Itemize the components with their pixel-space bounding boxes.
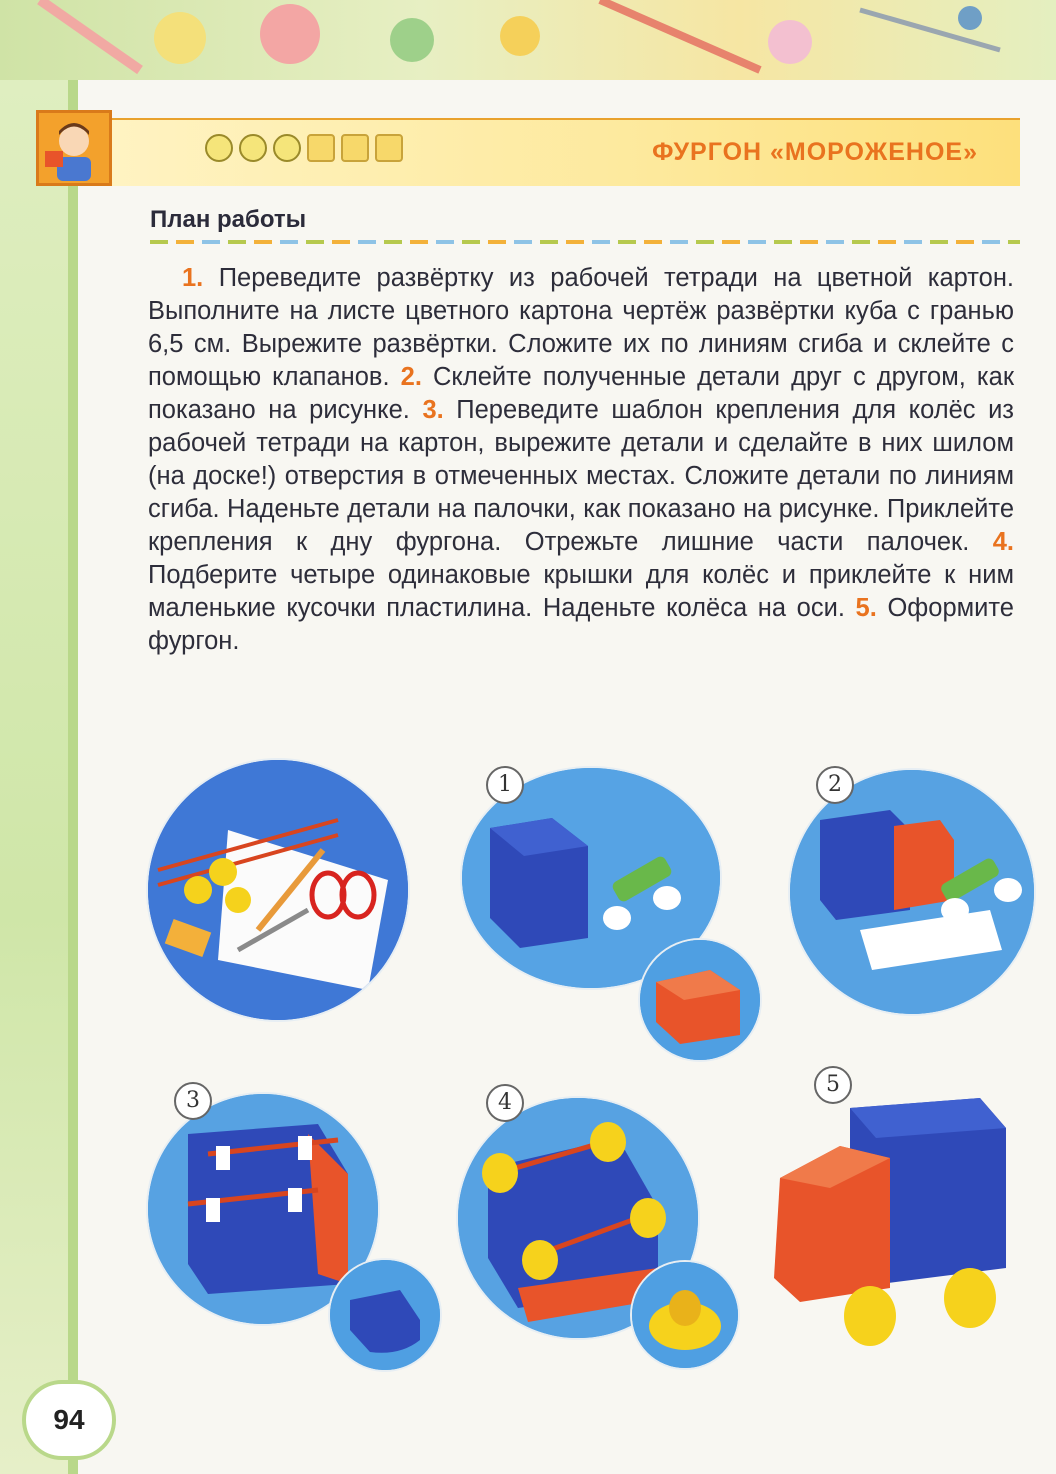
figure-label: 5 [814,1066,852,1104]
school-supplies-illustration [0,0,1056,80]
figure-label: 1 [486,766,524,804]
step-number: 2. [400,363,422,391]
finished-van-illustration [770,1088,1020,1368]
page-title: ФУРГОН «МОРОЖЕНОЕ» [652,138,978,166]
clock-icon [273,134,301,162]
materials-illustration [148,760,408,1020]
instructions-text [148,262,1014,658]
figure-label: 4 [486,1084,524,1122]
figure-label: 3 [174,1082,212,1120]
materials-photo [148,760,408,1020]
step-text: Переведите шаблон крепления для колёс из рабочей тетради на картон, вырежите детали и сделайте в них шилом (на доске!) отверстия в отмеченных местах. Сложите детали по линиям сгиба. Наденьте детали на палочки, как показано на рисунке. Приклейте крепления к дну фургона. Отрежьте лишние части палочек. [148,396,1015,556]
left-margin-rule [68,80,78,1474]
step-text: Подберите четыре одинаковые крышки для колёс и приклейте к ним маленькие кусочки пластилина. Наденьте колёса на оси. [148,561,1014,622]
orange-cube-illustration [640,940,760,1060]
step-number: 1. [182,264,204,292]
left-margin-band [0,80,68,1474]
step-4-inset-photo [632,1262,738,1368]
step-number: 5. [855,594,877,622]
step-number: 4. [992,528,1014,556]
step-3-inset-photo [330,1260,440,1370]
step-1-inset-photo [640,940,760,1060]
section-title: План работы [150,206,307,233]
weight-icon [307,134,335,162]
page-number-badge [22,1380,116,1460]
glued-parts-illustration [790,770,1034,1014]
step-2-photo [790,770,1034,1014]
pupil-avatar-icon [36,110,112,186]
top-decorative-band [0,0,1056,80]
mount-part-illustration [330,1260,440,1370]
page-number: 94 [53,1404,85,1435]
step-text: Оформите фургон. [148,594,1014,655]
weight-icon [375,134,403,162]
dashed-divider [150,240,1020,244]
step-text: Склейте полученные детали друг с другом, как показано на рисунке. [148,363,1014,424]
figure-label: 2 [816,766,854,804]
difficulty-icons [205,134,403,162]
step-text: Переведите развёртку из рабочей тетради на цветной картон. Выполните на листе цветного картона чертёж развёртки куба с гранью 6,5 см. Вырежите развёртки. Сложите их по линиям сгиба и склейте с помощью клапанов. [148,264,1014,391]
clock-icon [239,134,267,162]
step-number: 3. [422,396,444,424]
wheel-cap-illustration [632,1262,738,1368]
weight-icon [341,134,369,162]
clock-icon [205,134,233,162]
